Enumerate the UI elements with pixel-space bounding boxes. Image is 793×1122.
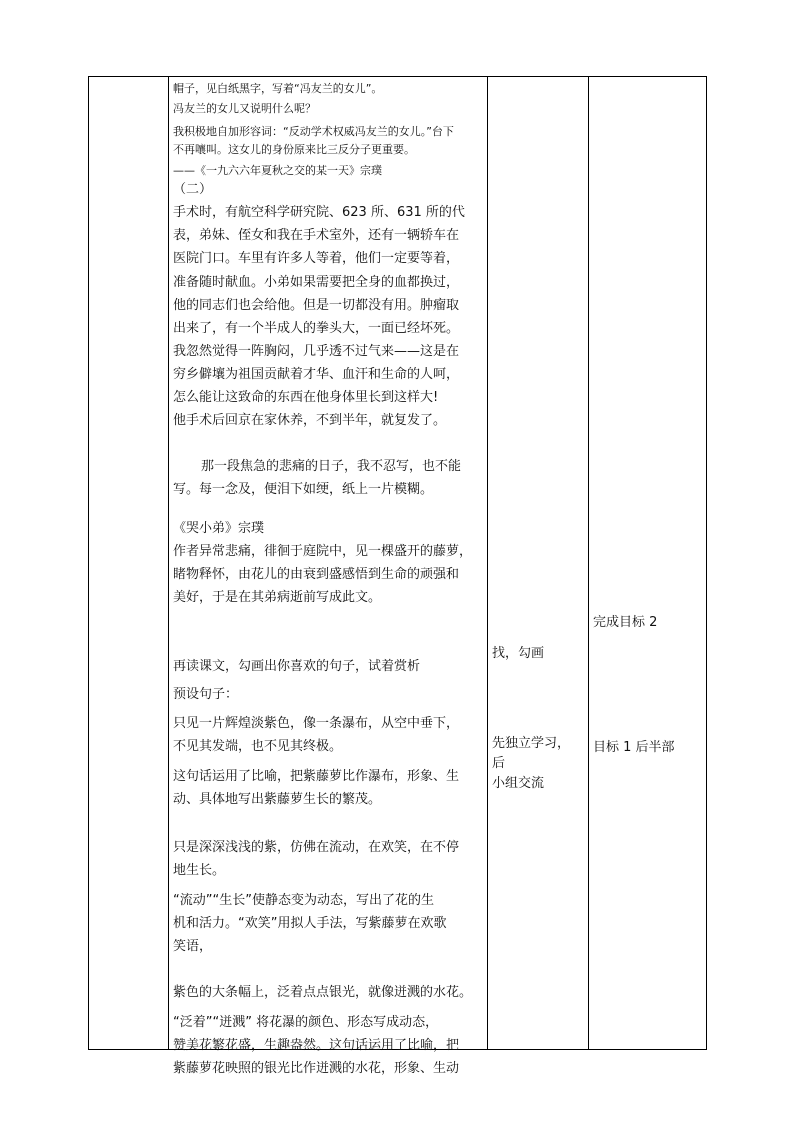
text-line: 帽子，见白纸黑字，写着“冯友兰的女儿”。	[173, 82, 383, 95]
text-line: 他的同志们也会给他。但是一切都没有用。肿瘤取	[173, 298, 460, 313]
example-sentence: 只是深深浅浅的紫，仿佛在流动，在欢笑，在不停	[173, 840, 460, 855]
text-line: 不再嚷叫。这女儿的身份原来比三反分子更重要。	[173, 143, 415, 156]
analysis-text: 机和活力。“欢笑”用拟人手法，写紫藤萝在欢歌	[173, 916, 447, 931]
text-line: 冯友兰的女儿又说明什么呢？	[173, 102, 316, 115]
goal-text: 目标 1 后半部	[593, 740, 675, 755]
analysis-text: 笑语，	[173, 939, 213, 954]
text-line: 穷乡僻壤为祖国贡献着才华、血汗和生命的人呵，	[173, 367, 460, 382]
analysis-text: 动、具体地写出紫藤萝生长的繁茂。	[173, 792, 382, 807]
text-line: 表，弟妹、侄女和我在手术室外，还有一辆轿车在	[173, 228, 460, 243]
text-line: 手术时，有航空科学研究院、623 所、631 所的代	[173, 205, 465, 220]
table-left-border	[88, 76, 89, 1050]
analysis-text: “流动”“生长”使静态变为动态，写出了花的生	[173, 893, 434, 908]
text-line: 医院门口。车里有许多人等着，他们一定要等着，	[173, 251, 460, 266]
text-line: 他手术后回京在家休养，不到半年，就复发了。	[173, 413, 447, 428]
text-line: 那一段焦急的悲痛的日子，我不忍写，也不能	[201, 459, 462, 474]
example-sentence: 不见其发端，也不见其终极。	[173, 739, 343, 754]
text-line: 睹物释怀，由花儿的由衰到盛感悟到生命的顽强和	[173, 567, 460, 582]
activity-text: 先独立学习，	[492, 736, 571, 751]
analysis-text: 这句话运用了比喻，把紫藤萝比作瀑布，形象、生	[173, 769, 460, 784]
column-divider-2	[487, 76, 488, 1050]
goal-cell	[591, 77, 704, 1049]
source-citation: ——《一九六六年夏秋之交的某一天》宗璞	[173, 164, 382, 177]
section-heading: （二）	[173, 182, 213, 197]
text-line: 作者异常悲痛，徘徊于庭院中，见一棵盛开的藤萝，	[173, 544, 473, 559]
text-line: 美好，于是在其弟病逝前写成此文。	[173, 590, 382, 605]
text-line: 我忽然觉得一阵胸闷，几乎透不过气来——这是在	[173, 344, 460, 359]
text-line: 写。每一念及，便泪下如绠，纸上一片模糊。	[173, 482, 434, 497]
activity-text: 找，勾画	[492, 646, 545, 661]
column-divider-1	[168, 76, 169, 1050]
analysis-text: 紫藤萝花映照的银光比作迸溅的水花，形象、生动	[173, 1061, 460, 1076]
example-sentence: 只见一片辉煌淡紫色，像一条瀑布，从空中垂下，	[173, 716, 460, 731]
source-citation: 《哭小弟》宗璞	[173, 521, 265, 536]
goal-text: 完成目标 2	[593, 615, 658, 630]
activity-text: 后	[492, 756, 506, 771]
student-activity-cell	[490, 77, 586, 1049]
activity-text: 小组交流	[492, 776, 545, 791]
task-instruction: 再读课文，勾画出你喜欢的句子，试着赏析	[173, 659, 421, 674]
text-line: 准备随时献血。小弟如果需要把全身的血都换过，	[173, 275, 460, 290]
teaching-content-cell	[171, 77, 485, 1076]
column-divider-3	[588, 76, 589, 1050]
example-sentence: 紫色的大条幅上，泛着点点银光，就像迸溅的水花。	[173, 985, 473, 1000]
text-line: 出来了，有一个半成人的拳头大，一面已经坏死。	[173, 321, 460, 336]
analysis-text: “泛着”“迸溅” 将花瀑的颜色、形态写成动态，	[173, 1015, 439, 1030]
text-line: 我积极地自加形容词：“反动学术权威冯友兰的女儿。”台下	[173, 125, 454, 138]
analysis-text: 赞美花繁花盛，生趣盎然。这句话运用了比喻，把	[173, 1038, 460, 1053]
text-line: 怎么能让这致命的东西在他身体里长到这样大!	[173, 390, 439, 405]
table-right-border	[706, 76, 707, 1050]
text-line: 预设句子：	[173, 687, 239, 702]
example-sentence: 地生长。	[173, 863, 226, 878]
